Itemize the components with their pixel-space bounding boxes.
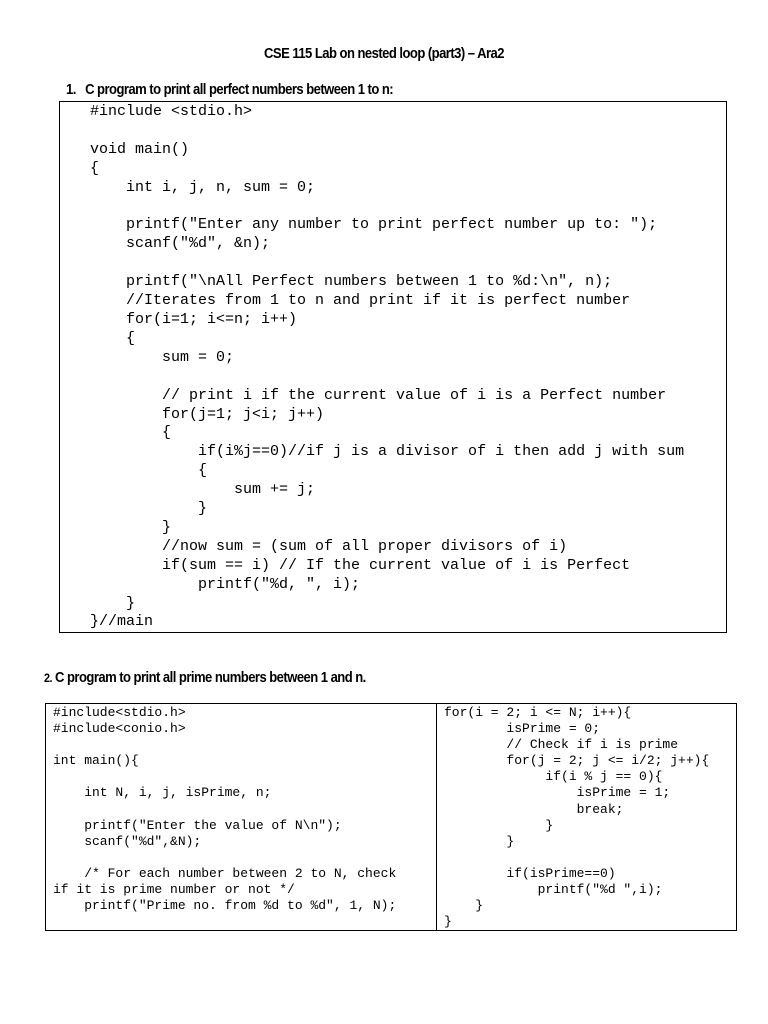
- section-2-heading: [44, 670, 366, 686]
- section-1-number: 1.: [66, 82, 76, 98]
- table-column-divider: [436, 704, 437, 930]
- perfect-numbers-code: #include <stdio.h> void main() { int i, j, n, sum = 0; printf("Enter any number to print perfect number up to: "); scanf("%d", &n); printf("\nAll Perfect numbers between 1 to %d:\n", n); //Iterates from 1 to n and print if it is perfect number for(i=1; i<=n; i++) { sum = 0; // print i if the current value of i is a Perfect number for(j=1; j<i; j++) { if(i%j==0)//if j is a divisor of i then add j with sum { sum += j; } } //now sum = (sum of all proper divisors of i) if(sum == i) // If the current value of i is Perfect printf("%d, ", i); } }//main: [90, 103, 685, 631]
- section-1-heading: [66, 82, 393, 98]
- section-2-heading-text: C program to print all prime numbers between 1 and n.: [55, 670, 366, 686]
- prime-numbers-code-left: #include<stdio.h> #include<conio.h> int main(){ int N, i, j, isPrime, n; printf("Enter the value of N\n"); scanf("%d",&N); /* For each number between 2 to N, check if it is prime number or not */ printf("Prime no. from %d to %d", 1, N);: [53, 705, 397, 914]
- prime-numbers-code-right: for(i = 2; i <= N; i++){ isPrime = 0; // Check if i is prime for(j = 2; j <= i/2; j++){ if(i % j == 0){ isPrime = 1; break; } } if(isPrime==0) printf("%d ",i); } }: [444, 705, 710, 930]
- perfect-numbers-code-box: [59, 101, 727, 633]
- section-2-number: 2.: [44, 671, 52, 685]
- document-title: CSE 115 Lab on nested loop (part3) – Ara2: [264, 46, 504, 62]
- section-1-heading-text: C program to print all perfect numbers between 1 to n:: [85, 82, 394, 98]
- prime-numbers-code-table: [45, 703, 737, 931]
